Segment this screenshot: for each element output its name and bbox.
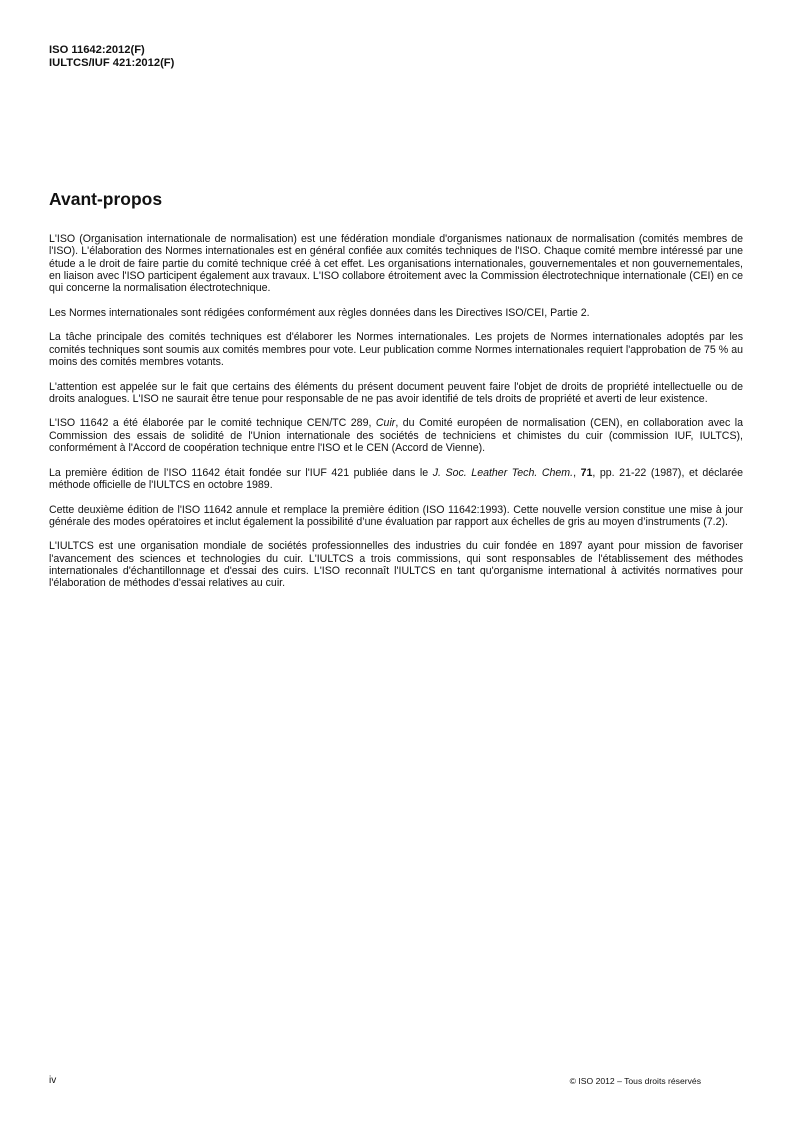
page-number: iv bbox=[49, 1075, 57, 1086]
journal-title-italic: J. Soc. Leather Tech. Chem. bbox=[432, 466, 574, 479]
text-segment: , du Comité européen de normalisation (CEN), en collaboration avec la Commission des essais de solidité de l'Union internationale des sociétés de techniciens et chimistes du cuir (commission IUF, IULTCS), conformément à l'Accord de coopération technique entre l'ISO et le CEN (Accord de Vienne). bbox=[49, 417, 743, 455]
paragraph-second-edition: Cette deuxième édition de l'ISO 11642 annule et remplace la première édition (ISO 11642:1993). Cette nouvelle version constitue une mise à jour générale des modes opératoires et inclut également la possibilité d’une évaluation par rapport aux échelles de gris au moyen d’instruments (7.2). bbox=[49, 503, 743, 528]
copyright-notice: © ISO 2012 – Tous droits réservés bbox=[569, 1076, 701, 1086]
paragraph-patent-rights: L'attention est appelée sur le fait que certains des éléments du présent document peuvent faire l'objet de droits de propriété intellectuelle ou de droits analogues. L'ISO ne saurait être tenue pour responsable de ne pas avoir identifié de tels droits de propriété et averti de leur existence. bbox=[49, 380, 743, 405]
standard-reference-iso: ISO 11642:2012(F) bbox=[49, 44, 145, 56]
text-segment: , pp. 21-22 (1987), et déclarée méthode officielle de l'IULTCS en octobre 1989. bbox=[49, 466, 744, 491]
standard-reference-iultcs: IULTCS/IUF 421:2012(F) bbox=[49, 56, 175, 69]
text-segment: , bbox=[573, 466, 581, 479]
paragraph-iso-organisation: L'ISO (Organisation internationale de normalisation) est une fédération mondiale d'organismes nationaux de normalisation (comités membres de l'ISO). L'élaboration des Normes internationales est en général confiée aux comités techniques de l'ISO. Chaque comité membre intéressé par une étude a le droit de faire partie du comité technique créé à cet effet. Les organisations internationales, gouvernementales et non gouvernementales, en liaison avec l'ISO participent également aux travaux. L'ISO collabore étroitement avec la Commission électrotechnique internationale (CEI) en ce qui concerne la normalisation électrotechnique. bbox=[49, 233, 743, 295]
paragraph-prepared-by bbox=[49, 417, 743, 454]
paragraph-first-edition bbox=[49, 467, 743, 492]
journal-volume-bold: 71 bbox=[580, 466, 593, 479]
paragraph-technical-committees: La tâche principale des comités techniques est d'élaborer les Normes internationales. Les projets de Normes internationales adoptés par les comités techniques sont soumis aux comités membres pour vote. Leur publication comme Normes internationales requiert l'approbation de 75 % au moins des comités membres votants. bbox=[49, 331, 743, 368]
foreword-body bbox=[49, 233, 743, 602]
text-segment: L'ISO 11642 a été élaborée par le comité technique CEN/TC 289, bbox=[49, 417, 376, 430]
paragraph-directives: Les Normes internationales sont rédigées conformément aux règles données dans les Directives ISO/CEI, Partie 2. bbox=[49, 306, 590, 319]
page-title: Avant-propos bbox=[49, 189, 163, 209]
paragraph-iultcs: L'IULTCS est une organisation mondiale de sociétés professionnelles des industries du cuir fondée en 1897 ayant pour mission de favoriser l'avancement des sciences et technologies du cuir. L'IULTCS a trois commissions, qui sont responsables de l'établissement des méthodes internationales d'échantillonnage et d'essai des cuirs. L'ISO reconnaît l'IULTCS en tant qu'organisme international à activités normatives pour l'élaboration de méthodes d'essai relatives au cuir. bbox=[49, 540, 743, 590]
document-header bbox=[49, 44, 174, 69]
text-segment: La première édition de l’ISO 11642 était fondée sur l'IUF 421 publiée dans le bbox=[49, 466, 433, 479]
committee-name-italic: Cuir bbox=[375, 417, 396, 430]
